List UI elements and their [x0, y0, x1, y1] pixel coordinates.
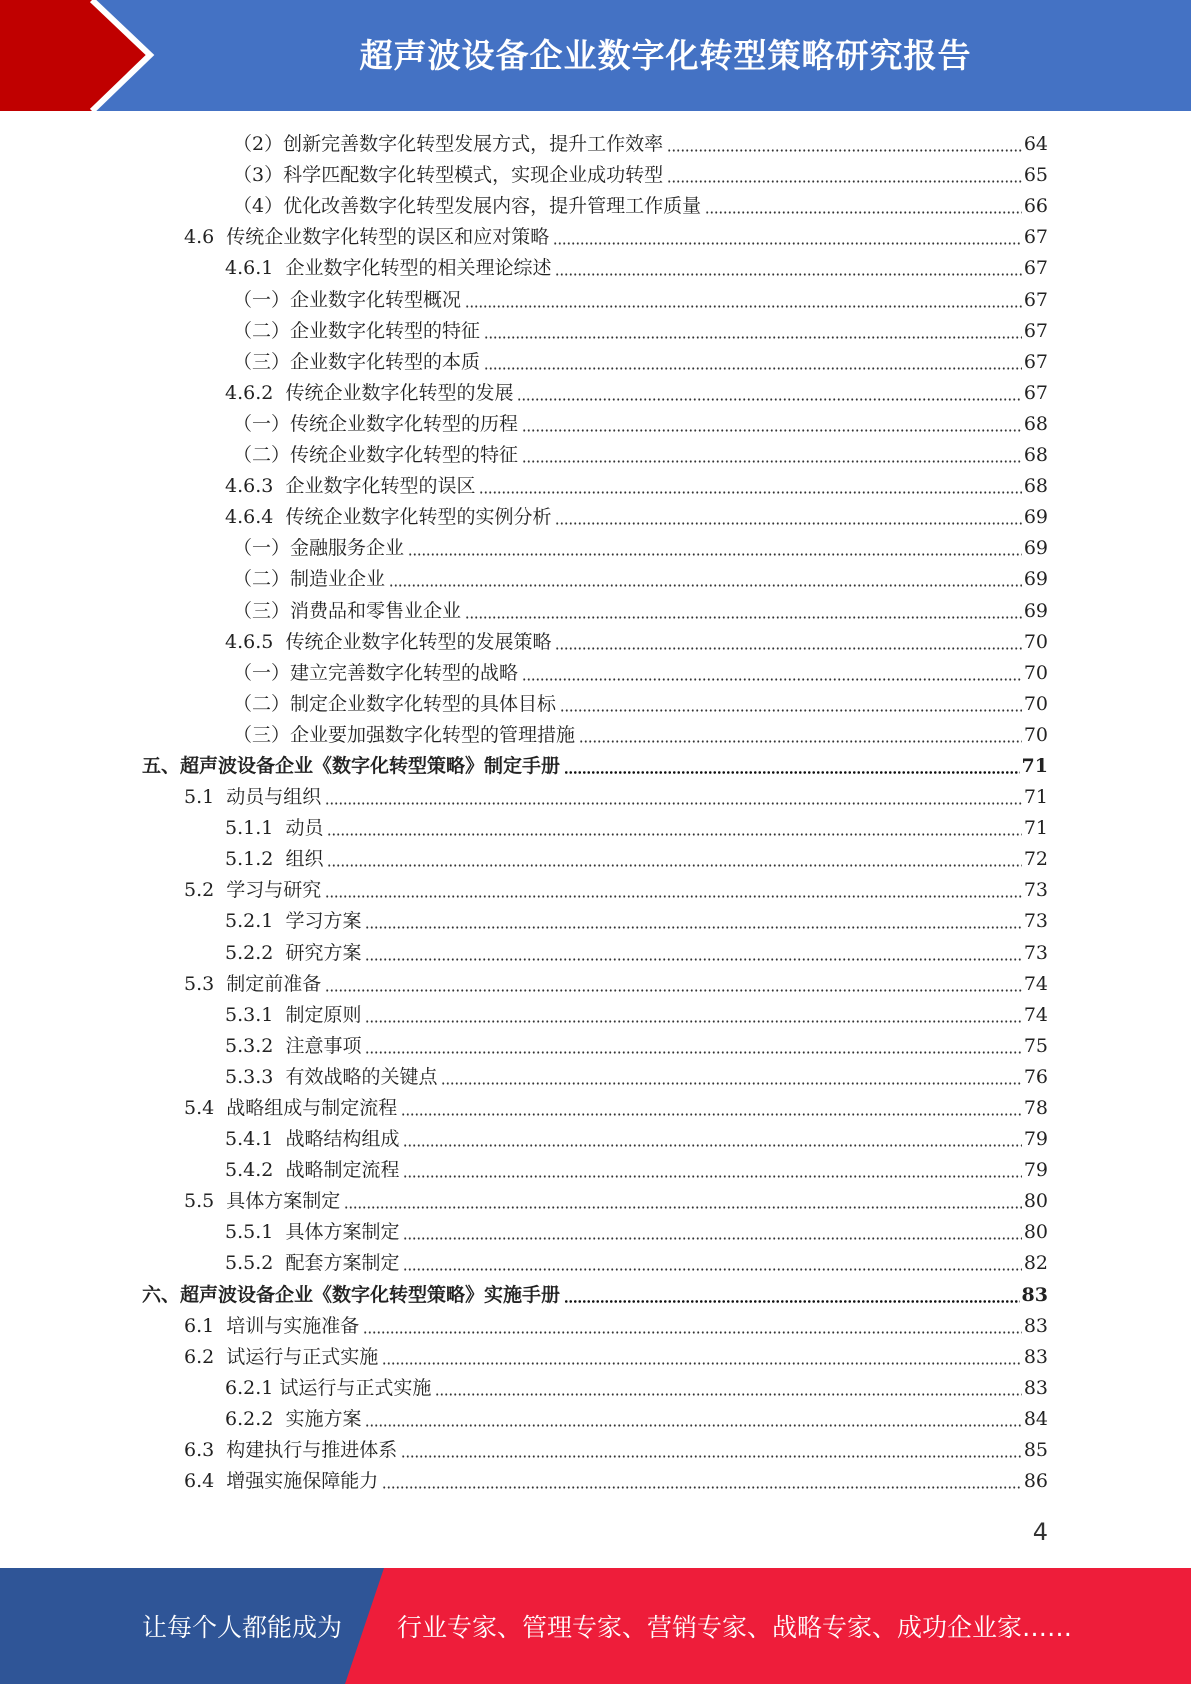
toc-entry-page: 68: [1023, 475, 1048, 498]
toc-entry[interactable]: [0, 1309, 1191, 1340]
toc-dot-leader: [403, 1175, 1021, 1178]
toc-entry-page: 74: [1023, 972, 1048, 995]
toc-dot-leader: [441, 1082, 1021, 1085]
toc-entry-page: 79: [1023, 1128, 1048, 1151]
toc-dot-leader: [479, 491, 1021, 494]
toc-entry-title: 制定前准备: [226, 972, 322, 995]
toc-entry-title: 传统企业数字化转型的特征: [290, 444, 519, 467]
toc-entry-title: 构建执行与推进体系: [226, 1439, 398, 1462]
toc-entry[interactable]: [0, 562, 1191, 593]
toc-dot-leader: [403, 1144, 1021, 1147]
toc-entry-page: 73: [1023, 879, 1048, 902]
toc-entry-page: 70: [1023, 723, 1048, 746]
toc-dot-leader: [667, 180, 1022, 183]
toc-entry-number: 5.1.2: [225, 848, 286, 871]
toc-entry[interactable]: [0, 687, 1191, 718]
toc-entry-number: 5.2.2: [225, 941, 286, 964]
toc-entry-title: 战略制定流程: [285, 1159, 400, 1182]
toc-dot-leader: [327, 833, 1021, 836]
toc-entry-number: 5.3.1: [225, 1003, 286, 1026]
toc-entry-number: （一）: [233, 288, 291, 311]
toc-entry-number: （3）: [233, 164, 284, 187]
toc-entry-page: 73: [1023, 910, 1048, 933]
toc-dot-leader: [667, 149, 1022, 152]
toc-entry-title: 超声波设备企业《数字化转型策略》实施手册: [180, 1283, 561, 1306]
toc-dot-leader: [579, 740, 1022, 743]
toc-entry[interactable]: [0, 1277, 1191, 1308]
toc-entry-title: 企业数字化转型概况: [290, 288, 462, 311]
toc-entry-page: 68: [1023, 412, 1048, 435]
toc-entry-number: 5.5.2: [225, 1252, 286, 1275]
toc-entry-number: 5.4.1: [225, 1128, 286, 1151]
toc-dot-leader: [327, 864, 1021, 867]
toc-entry-page: 83: [1023, 1345, 1048, 1368]
toc-entry-page: 74: [1023, 1003, 1048, 1026]
toc-entry-number: 5.1: [184, 786, 227, 809]
toc-entry-number: 六、: [142, 1283, 181, 1306]
toc-dot-leader: [325, 802, 1022, 805]
toc-entry-number: （二）: [233, 444, 291, 467]
toc-entry-title: 优化改善数字化转型发展内容，提升管理工作质量: [283, 195, 702, 218]
toc-entry-title: 传统企业数字化转型的误区和应对策略: [226, 226, 550, 249]
toc-entry-page: 83: [1023, 1376, 1048, 1399]
toc-entry-page: 75: [1023, 1034, 1048, 1057]
toc-dot-leader: [484, 367, 1022, 370]
toc-entry[interactable]: [0, 531, 1191, 562]
toc-entry[interactable]: [0, 438, 1191, 469]
toc-entry-page: 83: [1023, 1314, 1048, 1337]
toc-entry-page: 79: [1023, 1159, 1048, 1182]
toc-entry-page: 85: [1023, 1439, 1048, 1462]
toc-entry[interactable]: [0, 998, 1191, 1029]
toc-entry-number: 4.6.5: [225, 630, 286, 653]
toc-entry-title: 动员与组织: [226, 786, 322, 809]
toc-entry-page: 67: [1023, 226, 1048, 249]
toc-entry-number: 5.3.2: [225, 1034, 286, 1057]
toc-dot-leader: [484, 336, 1022, 339]
toc-entry[interactable]: [0, 1029, 1191, 1060]
toc-entry-title: 制定企业数字化转型的具体目标: [290, 692, 557, 715]
toc-entry[interactable]: [0, 407, 1191, 438]
toc-entry[interactable]: [0, 593, 1191, 624]
toc-dot-leader: [365, 1051, 1021, 1054]
toc-entry[interactable]: [0, 967, 1191, 998]
toc-entry-title: 传统企业数字化转型的发展: [285, 381, 514, 404]
toc-entry[interactable]: [0, 220, 1191, 251]
toc-dot-leader: [555, 647, 1021, 650]
toc-entry[interactable]: [0, 1402, 1191, 1433]
toc-entry-page: 78: [1023, 1097, 1048, 1119]
toc-dot-leader: [389, 584, 1022, 587]
toc-entry[interactable]: [0, 251, 1191, 282]
toc-entry-title: 有效战略的关键点: [285, 1065, 438, 1088]
toc-entry-page: 72: [1023, 848, 1048, 871]
toc-dot-leader: [365, 958, 1021, 961]
toc-entry-title: 具体方案制定: [285, 1221, 400, 1244]
toc-entry-title: 学习方案: [285, 910, 362, 933]
toc-entry-page: 83: [1021, 1283, 1048, 1306]
toc-entry-title: 配套方案制定: [285, 1252, 400, 1275]
toc-entry[interactable]: [0, 282, 1191, 313]
toc-entry-number: （二）: [233, 692, 291, 715]
toc-entry-page: 67: [1023, 381, 1048, 404]
toc-dot-leader: [522, 678, 1022, 681]
toc-entry-number: （三）: [233, 723, 291, 746]
toc-entry-page: 70: [1023, 661, 1048, 684]
toc-entry[interactable]: [0, 1340, 1191, 1371]
page-number: 4: [1032, 1518, 1048, 1546]
toc-entry-title: 消费品和零售业企业: [290, 599, 462, 622]
toc-entry-page: 82: [1023, 1252, 1048, 1275]
toc-entry-page: 86: [1023, 1470, 1048, 1493]
toc-entry-number: 5.3: [184, 972, 227, 995]
toc-entry-number: （三）: [233, 350, 291, 373]
toc-entry-title: 培训与实施准备: [226, 1314, 360, 1337]
toc-entry-page: 67: [1023, 319, 1048, 342]
toc-entry[interactable]: [0, 811, 1191, 842]
toc-dot-leader: [465, 616, 1022, 619]
toc-dot-leader: [382, 1486, 1022, 1489]
toc-entry[interactable]: [0, 718, 1191, 749]
toc-dot-leader: [344, 1206, 1022, 1209]
toc-entry-title: 传统企业数字化转型的实例分析: [285, 506, 552, 529]
toc-entry-page: 65: [1023, 164, 1048, 187]
toc-entry[interactable]: [0, 842, 1191, 873]
toc-entry-number: （4）: [233, 195, 284, 218]
toc-dot-leader: [382, 1362, 1022, 1365]
toc-entry[interactable]: [0, 656, 1191, 687]
toc-dot-leader: [435, 1393, 1021, 1396]
toc-entry-number: 5.2.1: [225, 910, 286, 933]
toc-entry-title: 试运行与正式实施: [226, 1345, 379, 1368]
toc-entry-title: 试运行与正式实施: [279, 1376, 432, 1399]
toc-entry[interactable]: [0, 1184, 1191, 1215]
toc-entry-page: 70: [1023, 630, 1048, 653]
toc-dot-leader: [564, 1300, 1020, 1303]
toc-entry[interactable]: [0, 873, 1191, 904]
toc-entry-number: 4.6: [184, 226, 227, 249]
toc-entry-number: 五、: [142, 754, 181, 777]
toc-entry[interactable]: [0, 1060, 1191, 1091]
toc-entry-number: （一）: [233, 537, 291, 560]
toc-entry-number: 5.1.1: [225, 817, 286, 840]
toc-entry-page: 71: [1021, 754, 1048, 777]
toc-entry-title: 制造业企业: [290, 568, 386, 591]
toc-entry-number: 4.6.3: [225, 475, 286, 498]
toc-entry-page: 69: [1023, 537, 1048, 560]
toc-entry[interactable]: [0, 1464, 1191, 1495]
toc-entry[interactable]: [0, 1246, 1191, 1277]
toc-entry-number: 6.3: [184, 1439, 227, 1462]
toc-entry-page: 68: [1023, 444, 1048, 467]
toc-entry-page: 80: [1023, 1190, 1048, 1213]
toc-entry-number: 5.5: [184, 1190, 227, 1213]
toc-entry-number: （一）: [233, 412, 291, 435]
toc-entry-number: 6.2.2: [225, 1407, 286, 1430]
toc-entry-page: 64: [1023, 133, 1048, 156]
table-of-contents: [0, 127, 1191, 1495]
toc-dot-leader: [403, 1268, 1021, 1271]
toc-entry-title: 企业数字化转型的误区: [285, 475, 476, 498]
toc-entry-page: 69: [1023, 599, 1048, 622]
toc-entry-page: 76: [1023, 1065, 1048, 1088]
footer-slogan-right: 行业专家、管理专家、营销专家、战略专家、成功企业家……: [397, 1613, 1073, 1642]
toc-entry-title: 企业数字化转型的相关理论综述: [285, 257, 552, 280]
toc-entry[interactable]: [0, 780, 1191, 811]
toc-entry[interactable]: [0, 625, 1191, 656]
toc-entry-number: 6.1: [184, 1314, 227, 1337]
toc-entry-title: 企业要加强数字化转型的管理措施: [290, 723, 576, 746]
page-footer: [0, 1568, 1191, 1684]
toc-entry-number: 5.4.2: [225, 1159, 286, 1182]
toc-entry-page: 71: [1023, 817, 1048, 840]
toc-entry[interactable]: [0, 1091, 1191, 1122]
toc-dot-leader: [560, 709, 1022, 712]
toc-entry[interactable]: [0, 935, 1191, 966]
toc-entry-page: 66: [1023, 195, 1048, 218]
toc-entry-title: 具体方案制定: [226, 1190, 341, 1213]
toc-entry-title: 战略组成与制定流程: [226, 1097, 398, 1119]
toc-entry-number: 5.4: [184, 1097, 227, 1119]
toc-entry-title: 制定原则: [285, 1003, 362, 1026]
toc-entry-page: 67: [1023, 288, 1048, 311]
toc-dot-leader: [522, 460, 1022, 463]
toc-entry-title: 研究方案: [285, 941, 362, 964]
toc-entry-page: 67: [1023, 350, 1048, 373]
toc-entry-number: 5.3.3: [225, 1065, 286, 1088]
toc-entry[interactable]: [0, 1122, 1191, 1153]
toc-dot-leader: [408, 553, 1022, 556]
toc-entry[interactable]: [0, 1153, 1191, 1184]
toc-dot-leader: [325, 989, 1022, 992]
toc-dot-leader: [325, 895, 1022, 898]
toc-dot-leader: [465, 305, 1022, 308]
toc-entry[interactable]: [0, 749, 1191, 780]
toc-entry-number: （2）: [233, 133, 284, 156]
toc-entry-number: 4.6.1: [225, 257, 286, 280]
toc-entry-title: 战略结构组成: [285, 1128, 400, 1151]
toc-dot-leader: [403, 1237, 1021, 1240]
toc-entry-number: 5.5.1: [225, 1221, 286, 1244]
toc-entry-page: 84: [1023, 1407, 1048, 1430]
toc-entry-title: 科学匹配数字化转型模式，实现企业成功转型: [283, 164, 664, 187]
toc-dot-leader: [401, 1455, 1022, 1458]
toc-entry-title: 组织: [285, 848, 324, 871]
footer-slogan-left: 让每个人都能成为: [142, 1613, 343, 1642]
toc-entry-number: （一）: [233, 661, 291, 684]
toc-dot-leader: [705, 211, 1022, 214]
toc-entry-number: 6.2.1: [225, 1376, 280, 1399]
toc-entry[interactable]: [0, 500, 1191, 531]
toc-entry-title: 增强实施保障能力: [226, 1470, 379, 1493]
toc-dot-leader: [365, 1424, 1021, 1427]
toc-dot-leader: [365, 926, 1021, 929]
toc-entry-page: 73: [1023, 941, 1048, 964]
page-header: [0, 0, 1191, 111]
toc-dot-leader: [555, 522, 1021, 525]
toc-dot-leader: [401, 1113, 1022, 1116]
toc-entry-title: 学习与研究: [226, 879, 322, 902]
toc-entry[interactable]: [0, 376, 1191, 407]
toc-entry-title: 企业数字化转型的特征: [290, 319, 481, 342]
toc-entry[interactable]: [0, 314, 1191, 345]
toc-entry[interactable]: [0, 1371, 1191, 1402]
toc-entry[interactable]: [0, 158, 1191, 189]
toc-entry-number: 6.4: [184, 1470, 227, 1493]
toc-entry[interactable]: [0, 904, 1191, 935]
toc-entry-page: 67: [1023, 257, 1048, 280]
toc-entry-page: 69: [1023, 568, 1048, 591]
toc-entry-title: 建立完善数字化转型的战略: [290, 661, 519, 684]
toc-entry-title: 注意事项: [285, 1034, 362, 1057]
toc-entry-title: 传统企业数字化转型的发展策略: [285, 630, 552, 653]
toc-entry-number: 5.2: [184, 879, 227, 902]
toc-entry-title: 动员: [285, 817, 324, 840]
toc-dot-leader: [363, 1331, 1022, 1334]
toc-entry[interactable]: [0, 345, 1191, 376]
toc-entry-page: 71: [1023, 786, 1048, 809]
toc-dot-leader: [553, 242, 1022, 245]
toc-entry-number: 6.2: [184, 1345, 227, 1368]
toc-dot-leader: [517, 398, 1021, 401]
toc-entry-page: 69: [1023, 506, 1048, 529]
toc-entry[interactable]: [0, 1433, 1191, 1464]
toc-entry-title: 金融服务企业: [290, 537, 405, 560]
toc-entry-page: 70: [1023, 692, 1048, 715]
toc-entry[interactable]: [0, 1215, 1191, 1246]
toc-entry-title: 传统企业数字化转型的历程: [290, 412, 519, 435]
toc-dot-leader: [555, 273, 1021, 276]
toc-entry[interactable]: [0, 469, 1191, 500]
toc-entry-page: 80: [1023, 1221, 1048, 1244]
toc-dot-leader: [564, 771, 1020, 774]
toc-entry-number: 4.6.2: [225, 381, 286, 404]
document-title: 超声波设备企业数字化转型策略研究报告: [359, 35, 972, 75]
toc-entry-title: 创新完善数字化转型发展方式，提升工作效率: [283, 133, 664, 156]
toc-entry-number: （三）: [233, 599, 291, 622]
toc-entry-title: 超声波设备企业《数字化转型策略》制定手册: [180, 754, 561, 777]
toc-entry-number: 4.6.4: [225, 506, 286, 529]
toc-entry-title: 实施方案: [285, 1407, 362, 1430]
toc-dot-leader: [522, 429, 1022, 432]
toc-entry-number: （二）: [233, 568, 291, 591]
toc-entry-number: （二）: [233, 319, 291, 342]
header-red-block: [0, 0, 150, 111]
toc-entry-title: 企业数字化转型的本质: [290, 350, 481, 373]
toc-entry[interactable]: [0, 127, 1191, 158]
toc-dot-leader: [365, 1020, 1021, 1023]
toc-entry[interactable]: [0, 189, 1191, 220]
